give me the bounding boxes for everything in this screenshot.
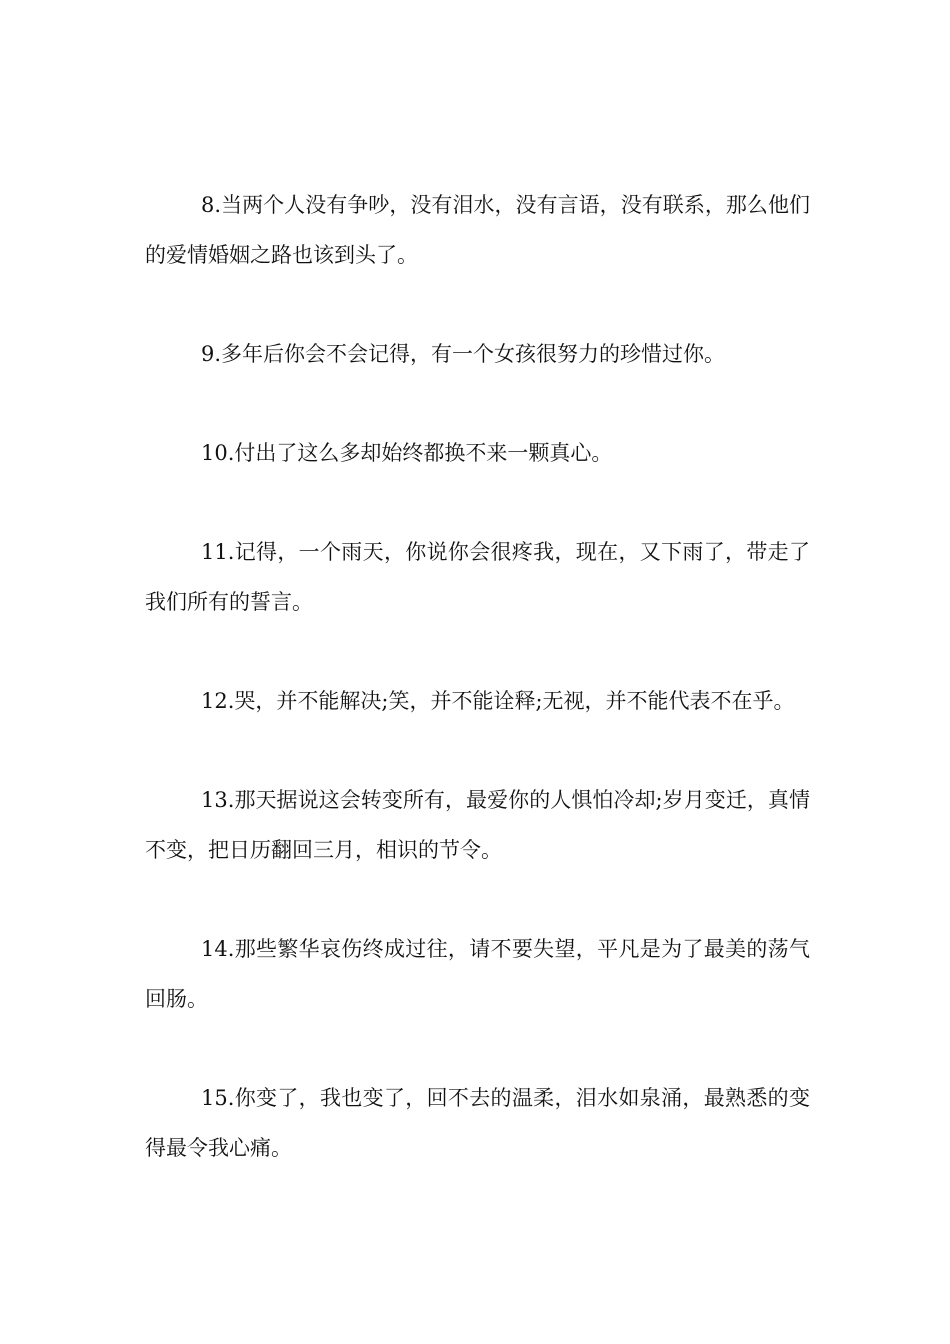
paragraph-12: 12.哭，并不能解决;笑，并不能诠释;无视，并不能代表不在乎。 [201, 689, 795, 713]
paragraph-13: 13.那天据说这会转变所有，最爱你的人惧怕冷却;岁月变迁，真情不变，把日历翻回三月，相识的节令。 [145, 788, 810, 862]
paragraph-11: 11.记得，一个雨天，你说你会很疼我，现在，又下雨了，带走了我们所有的誓言。 [145, 540, 810, 614]
paragraph-8: 8.当两个人没有争吵，没有泪水，没有言语，没有联系，那么他们的爱情婚姻之路也该到头了。 [145, 193, 810, 267]
document-body [145, 180, 810, 1222]
paragraph-14: 14.那些繁华哀伤终成过往，请不要失望，平凡是为了最美的荡气回肠。 [145, 937, 810, 1011]
paragraph-15: 15.你变了，我也变了，回不去的温柔，泪水如泉涌，最熟悉的变得最令我心痛。 [145, 1086, 810, 1160]
paragraph-10: 10.付出了这么多却始终都换不来一颗真心。 [201, 441, 613, 465]
paragraph-9: 9.多年后你会不会记得，有一个女孩很努力的珍惜过你。 [201, 342, 726, 366]
